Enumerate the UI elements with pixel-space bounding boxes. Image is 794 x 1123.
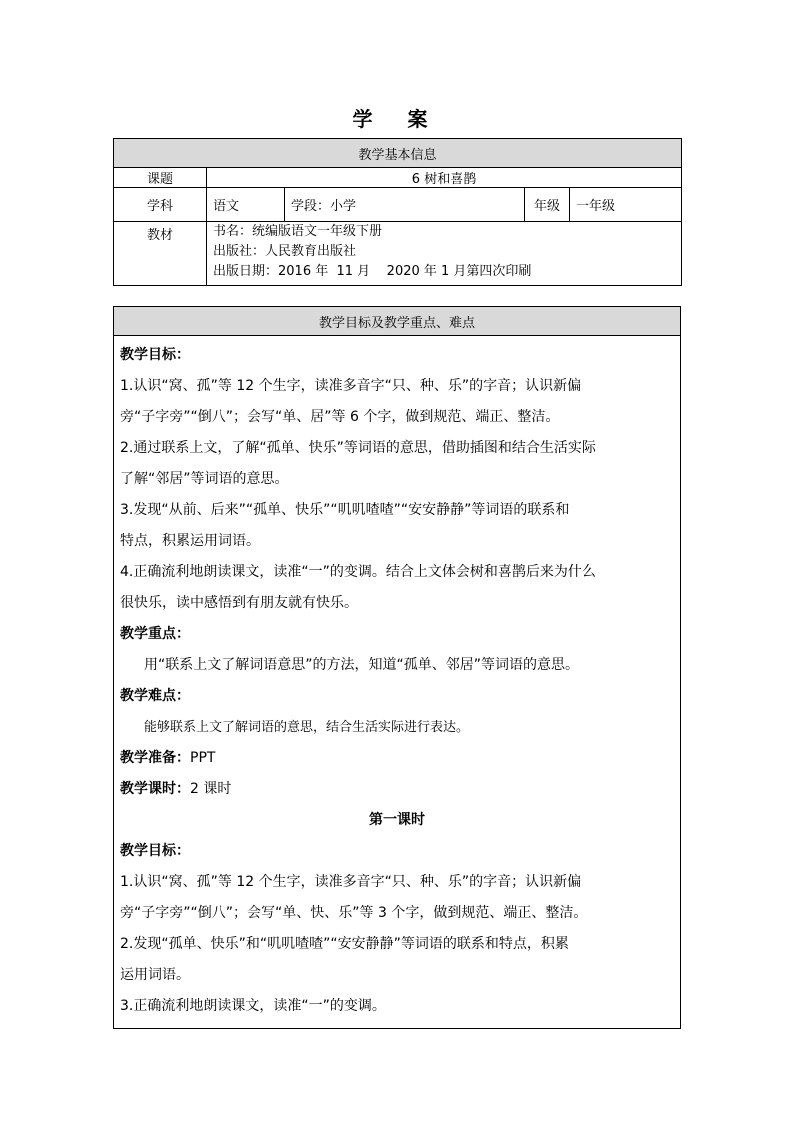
lesson-goal-line: 3.正确流利地朗读课文，读准“一”的变调。	[120, 998, 386, 1014]
key-text: 用“联系上文了解词语意思”的方法，知道“孤单、邻居”等词语的意思。	[144, 657, 580, 673]
material-publisher: 出版社：人民教育出版社	[213, 244, 357, 259]
difficulty-title: 教学难点：	[120, 688, 190, 704]
subject-label: 学科	[114, 188, 207, 222]
material-book: 书名：统编版语文一年级下册	[213, 224, 383, 239]
hours-line	[120, 774, 674, 805]
goal-line: 2.通过联系上文，了解“孤单、快乐”等词语的意思，借助插图和结合生活实际	[120, 440, 596, 456]
lesson-goal-line: 1.认识“窝、孤”等 12 个生字，读准多音字“只、种、乐”的字音；认识新偏	[120, 874, 582, 890]
goal-line: 特点，积累运用词语。	[120, 533, 260, 549]
prep-value: PPT	[190, 750, 216, 766]
difficulty-text: 能够联系上文了解词语的意思，结合生活实际进行表达。	[144, 720, 470, 735]
goal-title: 教学目标：	[120, 347, 190, 363]
lesson-goal-line: 旁“子字旁”“倒八”；会写“单、快、乐”等 3 个字，做到规范、端正、整洁。	[120, 905, 588, 921]
prep-line	[120, 743, 674, 774]
goal-line: 4.正确流利地朗读课文，读准“一”的变调。结合上文体会树和喜鹊后来为什么	[120, 564, 596, 580]
goal-line: 很快乐，读中感悟到有朋友就有快乐。	[120, 595, 358, 611]
basic-info-table	[113, 138, 682, 286]
goal-line: 了解“邻居”等词语的意思。	[120, 471, 289, 487]
subject-value: 语文	[207, 188, 285, 222]
goal-line: 1.认识“窝、孤”等 12 个生字，读准多音字“只、种、乐”的字音；认识新偏	[120, 378, 582, 394]
basic-info-header: 教学基本信息	[114, 139, 682, 168]
lesson-goal-line: 2.发现“孤单、快乐”和“叽叽喳喳”“安安静静”等词语的联系和特点，积累	[120, 936, 569, 952]
key-title: 教学重点：	[120, 626, 190, 642]
material-date: 出版日期：2016 年 11 月 2020 年 1 月第四次印刷	[213, 264, 532, 279]
goal-line: 3.发现“从前、后来”“孤单、快乐”“叽叽喳喳”“安安静静”等词语的联系和	[120, 502, 570, 518]
topic-label: 课题	[114, 168, 207, 188]
goals-header: 教学目标及教学重点、难点	[114, 307, 681, 336]
stage-value: 学段：小学	[285, 188, 525, 222]
material-label: 教材	[114, 222, 207, 286]
lesson-title: 第一课时	[369, 812, 425, 828]
hours-label: 教学课时：	[120, 781, 190, 797]
goals-table	[113, 306, 681, 1029]
topic-value: 6 树和喜鹊	[207, 168, 682, 188]
goals-content	[114, 336, 681, 1029]
page-title: 学 案	[352, 107, 442, 131]
hours-value: 2 课时	[190, 781, 232, 797]
goal-line: 旁“子字旁”“倒八”；会写“单、居”等 6 个字，做到规范、端正、整洁。	[120, 409, 560, 425]
lesson-goal-title: 教学目标：	[120, 843, 190, 859]
lesson-goal-line: 运用词语。	[120, 967, 190, 983]
prep-label: 教学准备：	[120, 750, 190, 766]
grade-value: 一年级	[570, 188, 682, 222]
grade-label: 年级	[525, 188, 570, 222]
